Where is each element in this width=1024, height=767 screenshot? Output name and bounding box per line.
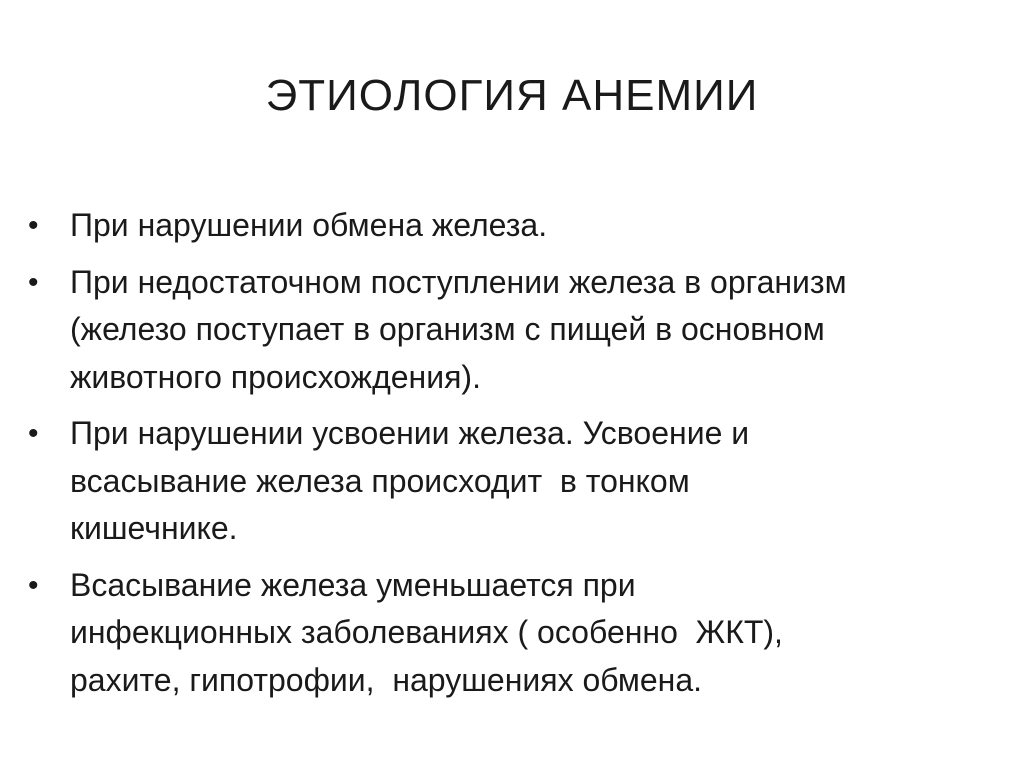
bullet-item-4 bbox=[28, 562, 988, 705]
bullet-icon: • bbox=[28, 417, 39, 450]
bullet-text-line: кишечнике. bbox=[70, 510, 238, 546]
bullet-item-2 bbox=[28, 259, 988, 402]
bullet-item-3 bbox=[28, 410, 988, 553]
bullet-text-line: При недостаточном поступлении железа в организм bbox=[70, 263, 847, 300]
bullet-text-line: Всасывание железа уменьшается при bbox=[70, 566, 636, 603]
bullet-text-line: животного происхождения). bbox=[70, 358, 481, 395]
bullet-icon: • bbox=[28, 265, 39, 299]
bullet-icon: • bbox=[28, 568, 39, 602]
bullet-text-line: (железо поступает в организм с пищей в основном bbox=[70, 311, 825, 347]
bullet-text-line: При нарушении обмена железа. bbox=[70, 207, 548, 243]
bullet-icon: • bbox=[28, 209, 39, 242]
bullet-text-line: рахите, гипотрофии, нарушениях обмена. bbox=[70, 661, 703, 698]
slide-title: ЭТИОЛОГИЯ АНЕМИИ bbox=[265, 71, 759, 120]
bullet-text-line: инфекционных заболеваниях ( особенно ЖКТ), bbox=[70, 614, 783, 650]
bullet-item-1 bbox=[28, 202, 988, 250]
bullet-text-line: всасывание железа происходит в тонком bbox=[70, 462, 690, 499]
bullet-text-line: При нарушении усвоении железа. Усвоение и bbox=[70, 415, 750, 451]
slide-content bbox=[28, 202, 988, 713]
bullet-list bbox=[28, 202, 988, 704]
